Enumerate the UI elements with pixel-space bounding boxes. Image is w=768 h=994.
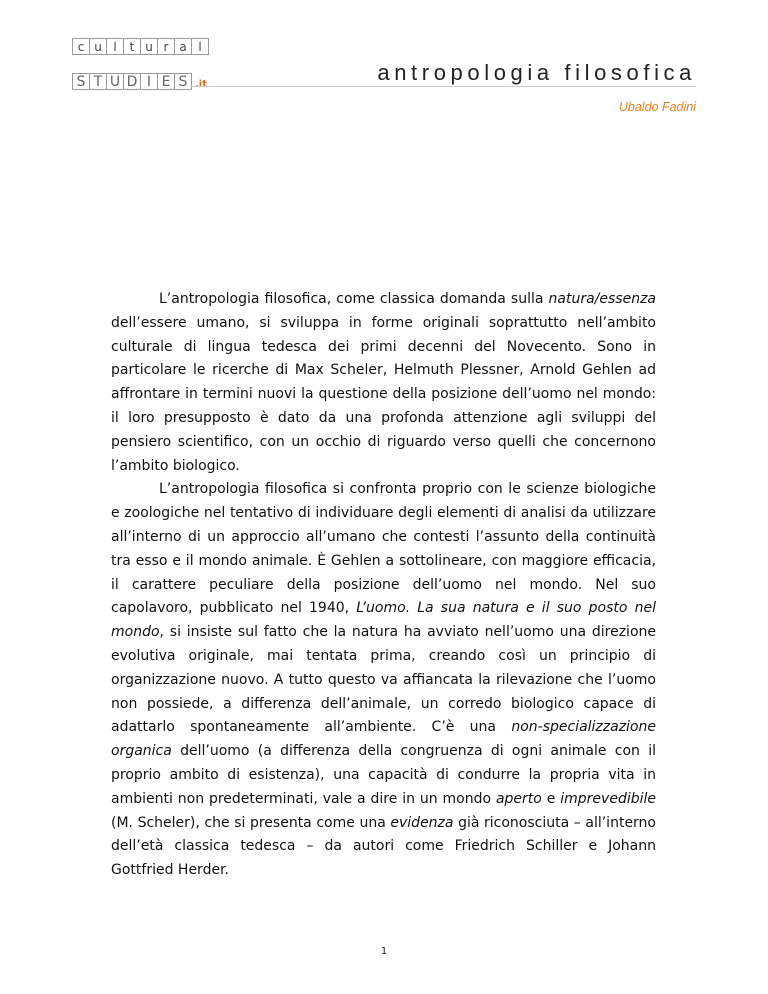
text-run: dell’essere umano, si sviluppa in forme originali soprattutto nell’ambito culturale di lingua tedesca dei primi decenni del Novecento. Sono in particolare le ricerche di Max Scheler, Helmuth Plessner, Arnold Gehlen ad affrontare in termini nuovi la questione della posizione dell’uomo nel mondo: il loro presupposto è dato da una profonda attenzione agli sviluppi del pensiero scientifico, con un occhio di riguardo verso quelli che concernono l’ambito biologico.	[111, 314, 656, 474]
italic-term: imprevedibile	[560, 790, 657, 807]
page-number: 1	[380, 946, 388, 957]
logo-letter: u	[89, 38, 107, 55]
paragraph	[111, 288, 656, 478]
cultural-studies-logo	[72, 38, 208, 90]
logo-letter: U	[106, 73, 124, 90]
logo-top-row	[72, 38, 208, 55]
logo-letter: S	[72, 73, 90, 90]
text-run: L’antropologia filosofica, come classica domanda sulla	[159, 291, 549, 307]
logo-letter: T	[89, 73, 107, 90]
logo-letter: l	[191, 38, 209, 55]
italic-term: aperto	[495, 790, 542, 807]
logo-letter: I	[140, 73, 158, 90]
logo-letter: D	[123, 73, 141, 90]
logo-letter: u	[140, 38, 158, 55]
logo-letter: c	[72, 38, 90, 55]
text-run: , si insiste sul fatto che la natura ha avviato nell’uomo una direzione evolutiva originale, mai tentata prima, creando così un principio di organizzazione nuovo. A tutto questo va affiancata la rilevazione che l’uomo non possiede, a differenza dell’animale, un corredo biologico capace di adattarlo spontaneamente all’ambiente. C’è una	[111, 624, 656, 736]
logo-letter: E	[157, 73, 175, 90]
header-divider	[190, 86, 696, 87]
article-body	[111, 288, 656, 883]
italic-term: natura/essenza	[548, 291, 656, 307]
document-title: antropologia filosofica	[377, 60, 696, 85]
italic-term: evidenza	[390, 814, 454, 831]
logo-letter: r	[157, 38, 175, 55]
text-run: e	[541, 790, 561, 807]
text-run: dell’uomo (a differenza della congruenza di ogni animale con il proprio ambito di esistenza), una capacità di condurre la propria vita in ambienti non predeterminati, vale a dire in un mondo	[111, 743, 656, 807]
logo-letter: S	[174, 73, 192, 90]
logo-letter: l	[106, 38, 124, 55]
paragraph	[111, 478, 656, 883]
logo-letter: t	[123, 38, 141, 55]
logo-domain-suffix: .it	[195, 79, 208, 90]
book-title: L’uomo. La sua natura e il suo posto nel mondo	[111, 600, 656, 641]
author-name: Ubaldo Fadini	[618, 100, 696, 114]
text-run: già riconosciuta – all’interno dell’età classica tedesca – da autori come Friedrich Schiller e Johann Gottfried Herder.	[111, 814, 656, 879]
italic-term: non-specializzazione organica	[111, 719, 656, 760]
text-run: L’antropologia filosofica si confronta proprio con le scienze biologiche e zoologiche nel tentativo di individuare degli elementi di analisi da utilizzare all’interno di un approccio all’umano che contesti l’assunto della continuità tra esso e il mondo animale. È Gehlen a sottolineare, con maggiore efficacia, il carattere peculiare della posizione dell’uomo nel mondo. Nel suo capolavoro, pubblicato nel 1940,	[111, 481, 656, 617]
text-run: (M. Scheler), che si presenta come una	[111, 814, 391, 831]
logo-bottom-row	[72, 73, 208, 90]
logo-letter: a	[174, 38, 192, 55]
